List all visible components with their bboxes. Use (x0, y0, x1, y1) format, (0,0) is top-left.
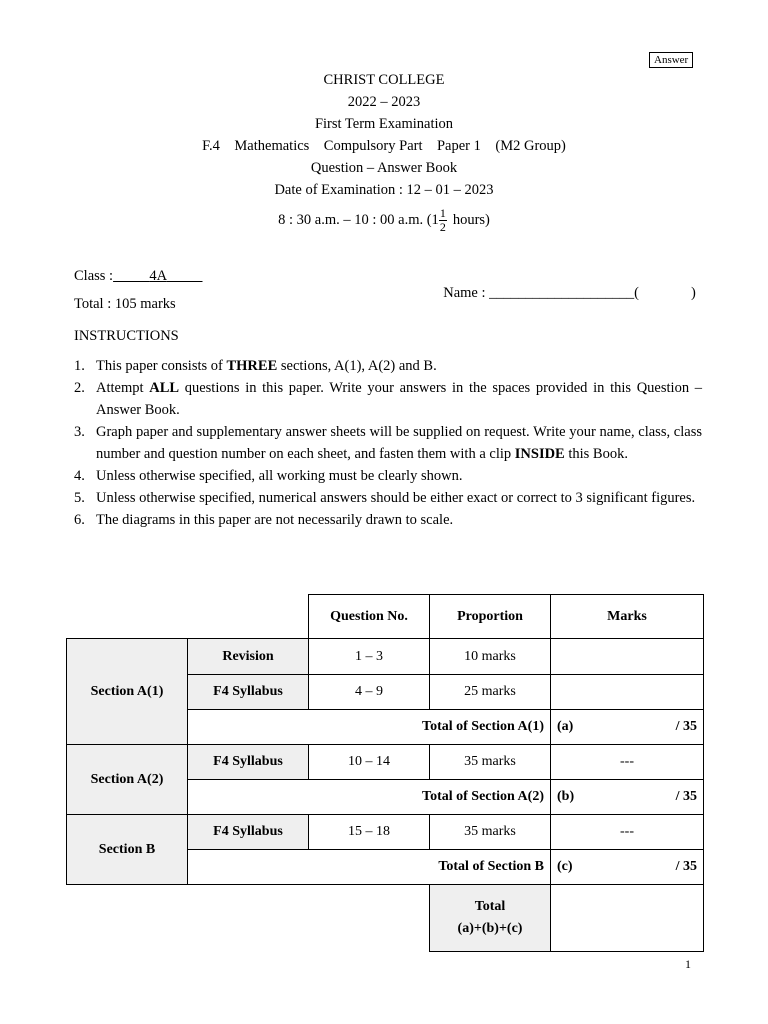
syllabus-cell: F4 Syllabus (188, 675, 309, 710)
class-field (74, 268, 203, 285)
proportion-cell: 35 marks (430, 815, 551, 850)
section-a1-total-label: Total of Section A(1) (188, 710, 551, 745)
time-suffix: hours) (452, 212, 490, 228)
instruction-item: 6. The diagrams in this paper are not necessarily drawn to scale. (74, 512, 454, 528)
exam-date: Date of Examination : 12 – 01 – 2023 (274, 182, 494, 198)
question-range: 1 – 3 (309, 639, 430, 675)
syllabus-cell: Revision (188, 639, 309, 675)
page-number: 1 (685, 957, 691, 971)
total-marks: Total : 105 marks (74, 296, 176, 312)
marks-input-cell[interactable] (551, 639, 704, 675)
proportion-cell: 25 marks (430, 675, 551, 710)
subject-line: F.4 Mathematics Compulsory Part Paper 1 (M2 Group) (202, 138, 566, 154)
fraction-numerator: 1 (439, 206, 446, 221)
proportion-cell: 10 marks (430, 639, 551, 675)
instruction-item: 4. Unless otherwise specified, all working must be clearly shown. (74, 468, 463, 484)
section-b-label: Section B (67, 815, 188, 885)
header-marks: Marks (551, 595, 704, 639)
instruction-item: 2. Attempt ALL questions in this paper. Write your answers in the spaces provided in this Question – Answer Book. (74, 380, 702, 418)
header-proportion: Proportion (430, 595, 551, 639)
section-a2-total-label: Total of Section A(2) (188, 780, 551, 815)
instruction-item: 1. This paper consists of THREE sections, A(1), A(2) and B. (74, 358, 437, 374)
question-range: 4 – 9 (309, 675, 430, 710)
instruction-item: 3. Graph paper and supplementary answer sheets will be supplied on request. Write your name, class, class number and question number on each sheet, and fasten them with a clip INSIDE this Book. (74, 424, 702, 462)
instructions-list (74, 355, 702, 531)
marks-input-cell[interactable] (551, 675, 704, 710)
instruction-item: 5. Unless otherwise specified, numerical answers should be either exact or correct to 3 significant figures. (74, 490, 696, 506)
academic-year: 2022 – 2023 (347, 94, 421, 110)
section-b-total-label: Total of Section B (188, 850, 551, 885)
marks-placeholder: --- (551, 745, 704, 780)
exam-header (0, 69, 768, 237)
class-label: Class : (74, 268, 114, 284)
exam-name: First Term Examination (314, 116, 454, 132)
section-b-total-marks[interactable]: (c) / 35 (551, 850, 704, 885)
marks-table (66, 594, 704, 952)
section-a2-total-marks[interactable]: (b) / 35 (551, 780, 704, 815)
header-question-no: Question No. (309, 595, 430, 639)
question-range: 10 – 14 (309, 745, 430, 780)
marks-placeholder: --- (551, 815, 704, 850)
section-a2-label: Section A(2) (67, 745, 188, 815)
section-a1-total-marks[interactable]: (a) / 35 (551, 710, 704, 745)
name-close: ) (691, 285, 696, 301)
name-label: Name : (443, 285, 486, 301)
answer-tag: Answer (649, 52, 693, 68)
grand-total-label: Total (a)+(b)+(c) (430, 885, 551, 952)
syllabus-cell: F4 Syllabus (188, 815, 309, 850)
instructions-title: INSTRUCTIONS (74, 328, 179, 344)
fraction-denominator: 2 (439, 220, 446, 235)
book-title: Question – Answer Book (310, 160, 458, 176)
section-a1-label: Section A(1) (67, 639, 188, 745)
time-fraction (439, 207, 447, 234)
exam-time (0, 203, 768, 237)
time-prefix: 8 : 30 a.m. – 10 : 00 a.m. (1 (278, 212, 439, 228)
question-range: 15 – 18 (309, 815, 430, 850)
name-field (436, 268, 696, 302)
proportion-cell: 35 marks (430, 745, 551, 780)
syllabus-cell: F4 Syllabus (188, 745, 309, 780)
name-blank: ____________________( (489, 285, 639, 301)
class-value: 4A (149, 268, 167, 284)
grand-total-marks[interactable] (551, 885, 704, 952)
school-name: CHRIST COLLEGE (323, 72, 445, 88)
